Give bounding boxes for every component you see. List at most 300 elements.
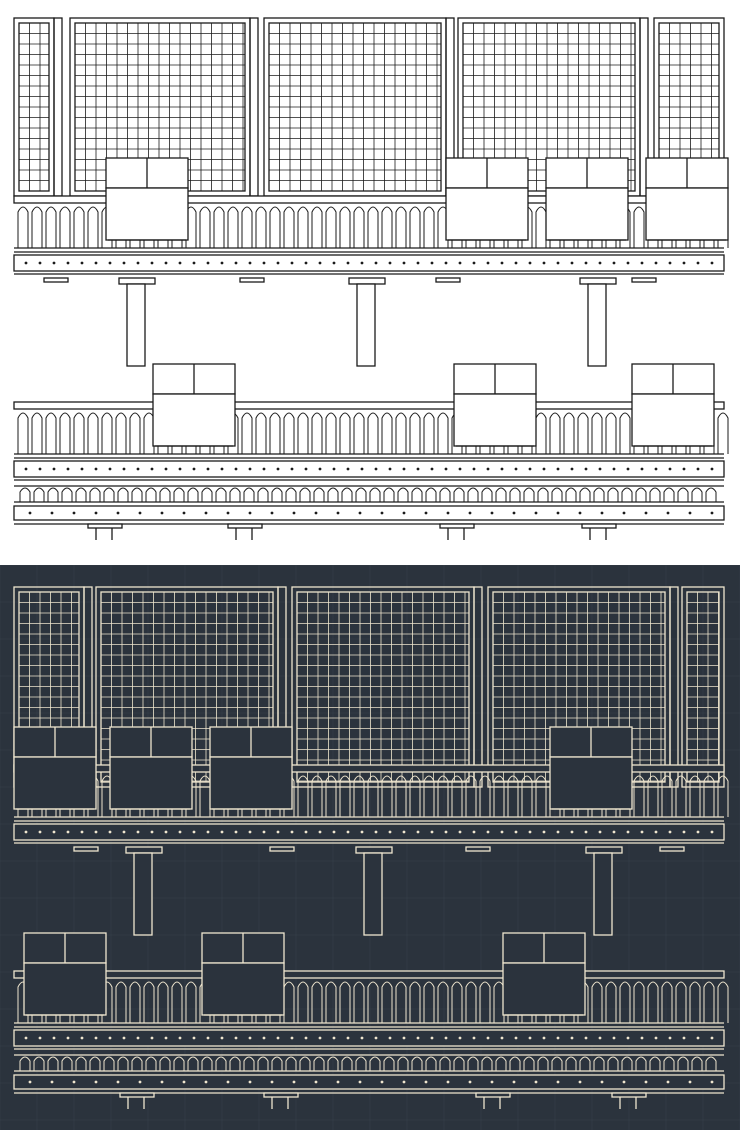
conveyor-box bbox=[106, 158, 188, 240]
rivet bbox=[95, 831, 98, 834]
rivet bbox=[67, 1037, 70, 1040]
rivet bbox=[25, 831, 28, 834]
rivet bbox=[487, 262, 490, 265]
rivet bbox=[473, 468, 476, 471]
rivet bbox=[95, 262, 98, 265]
rivet bbox=[109, 831, 112, 834]
rivet bbox=[683, 262, 686, 265]
lower-beam bbox=[14, 506, 724, 520]
rivet bbox=[417, 468, 420, 471]
conveyor-box bbox=[646, 158, 728, 240]
rivet bbox=[403, 512, 406, 515]
rivet bbox=[291, 262, 294, 265]
rivet bbox=[543, 262, 546, 265]
leg-post bbox=[364, 853, 382, 935]
rivet bbox=[585, 1037, 588, 1040]
rivet bbox=[669, 262, 672, 265]
rivet bbox=[179, 262, 182, 265]
rivet bbox=[347, 262, 350, 265]
rivet bbox=[515, 831, 518, 834]
conveyor-box bbox=[454, 364, 536, 446]
rivet bbox=[403, 1037, 406, 1040]
bracket bbox=[74, 847, 98, 851]
rivet bbox=[513, 512, 516, 515]
bracket bbox=[466, 847, 490, 851]
rivet bbox=[491, 512, 494, 515]
rivet bbox=[235, 468, 238, 471]
rivet bbox=[557, 468, 560, 471]
rivet bbox=[39, 831, 42, 834]
rivet bbox=[347, 1037, 350, 1040]
rivet bbox=[515, 262, 518, 265]
rivet bbox=[601, 512, 604, 515]
rivet bbox=[117, 512, 120, 515]
rivet bbox=[337, 1081, 340, 1084]
leg-cap bbox=[580, 278, 616, 284]
dark-conveyor-drawing bbox=[0, 565, 740, 1130]
rivet bbox=[165, 831, 168, 834]
rivet bbox=[179, 831, 182, 834]
rivet bbox=[305, 831, 308, 834]
rivet bbox=[667, 1081, 670, 1084]
rivet bbox=[95, 468, 98, 471]
rivet bbox=[487, 831, 490, 834]
rivet bbox=[445, 262, 448, 265]
rivet bbox=[51, 1081, 54, 1084]
conveyor-box bbox=[210, 727, 292, 809]
rivet bbox=[697, 1037, 700, 1040]
rivet bbox=[469, 1081, 472, 1084]
rivet bbox=[585, 831, 588, 834]
rivet bbox=[73, 512, 76, 515]
rivet bbox=[319, 468, 322, 471]
leg-cap bbox=[126, 847, 162, 853]
rivet bbox=[277, 262, 280, 265]
rivet bbox=[711, 1037, 714, 1040]
conveyor-box bbox=[202, 933, 284, 1015]
rivet bbox=[165, 262, 168, 265]
rivet bbox=[151, 831, 154, 834]
rivet bbox=[319, 1037, 322, 1040]
rivet bbox=[535, 1081, 538, 1084]
leg-cap bbox=[119, 278, 155, 284]
rivet bbox=[417, 1037, 420, 1040]
conveyor-box bbox=[24, 933, 106, 1015]
rivet bbox=[645, 1081, 648, 1084]
conveyor-box bbox=[153, 364, 235, 446]
rivet bbox=[293, 512, 296, 515]
rivet bbox=[557, 1081, 560, 1084]
rivet bbox=[193, 1037, 196, 1040]
rivet bbox=[459, 468, 462, 471]
rivet bbox=[151, 1037, 154, 1040]
rivet bbox=[183, 512, 186, 515]
rivet bbox=[81, 468, 84, 471]
rivet bbox=[375, 1037, 378, 1040]
box-body bbox=[106, 188, 188, 240]
rivet bbox=[207, 262, 210, 265]
rivet bbox=[51, 512, 54, 515]
rivet bbox=[655, 262, 658, 265]
light-conveyor-drawing bbox=[0, 0, 740, 560]
rivet bbox=[487, 468, 490, 471]
rivet bbox=[623, 1081, 626, 1084]
rivet bbox=[543, 1037, 546, 1040]
rivet bbox=[165, 1037, 168, 1040]
side-beam bbox=[14, 461, 724, 477]
conveyor-box bbox=[446, 158, 528, 240]
rivet bbox=[207, 831, 210, 834]
rivet bbox=[375, 262, 378, 265]
rivet bbox=[655, 468, 658, 471]
rivet bbox=[81, 1037, 84, 1040]
bracket bbox=[270, 847, 294, 851]
rivet bbox=[689, 512, 692, 515]
rivet bbox=[277, 1037, 280, 1040]
foot-plate bbox=[440, 524, 474, 528]
rivet bbox=[67, 468, 70, 471]
bracket bbox=[44, 278, 68, 282]
rivet bbox=[579, 512, 582, 515]
rivet bbox=[697, 262, 700, 265]
rivet bbox=[641, 1037, 644, 1040]
rivet bbox=[513, 1081, 516, 1084]
rivet bbox=[529, 1037, 532, 1040]
box-body bbox=[632, 394, 714, 446]
rivet bbox=[207, 1037, 210, 1040]
rivet bbox=[403, 262, 406, 265]
rivet bbox=[117, 1081, 120, 1084]
box-body bbox=[14, 757, 96, 809]
rivet bbox=[183, 1081, 186, 1084]
rivet bbox=[205, 1081, 208, 1084]
rivet bbox=[683, 468, 686, 471]
rivet bbox=[529, 831, 532, 834]
foot-plate bbox=[476, 1093, 510, 1097]
rivet bbox=[221, 1037, 224, 1040]
rivet bbox=[29, 512, 32, 515]
conveyor-box bbox=[546, 158, 628, 240]
rivet bbox=[221, 831, 224, 834]
rivet bbox=[151, 262, 154, 265]
rivet bbox=[53, 468, 56, 471]
rivet bbox=[25, 262, 28, 265]
rivet bbox=[585, 262, 588, 265]
rivet bbox=[305, 468, 308, 471]
rivet bbox=[25, 468, 28, 471]
rivet bbox=[403, 1081, 406, 1084]
rivet bbox=[271, 1081, 274, 1084]
rivet bbox=[627, 262, 630, 265]
rivet bbox=[599, 831, 602, 834]
rivet bbox=[529, 262, 532, 265]
rivet bbox=[711, 468, 714, 471]
rivet bbox=[123, 1037, 126, 1040]
rivet bbox=[623, 512, 626, 515]
rivet bbox=[669, 1037, 672, 1040]
rivet bbox=[445, 831, 448, 834]
rivet bbox=[205, 512, 208, 515]
rivet bbox=[95, 512, 98, 515]
box-body bbox=[110, 757, 192, 809]
rivet bbox=[207, 468, 210, 471]
leg-post bbox=[357, 284, 375, 366]
rivet bbox=[447, 512, 450, 515]
conveyor-box bbox=[503, 933, 585, 1015]
rivet bbox=[53, 262, 56, 265]
rivet bbox=[67, 831, 70, 834]
rivet bbox=[151, 468, 154, 471]
rivet bbox=[543, 468, 546, 471]
rivet bbox=[161, 1081, 164, 1084]
rivet bbox=[697, 468, 700, 471]
rivet bbox=[571, 831, 574, 834]
rivet bbox=[431, 262, 434, 265]
rivet bbox=[249, 1037, 252, 1040]
box-body bbox=[454, 394, 536, 446]
box-body bbox=[550, 757, 632, 809]
rivet bbox=[613, 831, 616, 834]
rivet bbox=[389, 831, 392, 834]
rivet bbox=[425, 512, 428, 515]
rivet bbox=[39, 262, 42, 265]
leg-cap bbox=[356, 847, 392, 853]
rivet bbox=[39, 468, 42, 471]
rivet bbox=[601, 1081, 604, 1084]
rivet bbox=[319, 831, 322, 834]
rivet bbox=[305, 1037, 308, 1040]
rivet bbox=[697, 831, 700, 834]
rivet bbox=[669, 831, 672, 834]
rivet bbox=[39, 1037, 42, 1040]
rivet bbox=[291, 831, 294, 834]
rivet bbox=[137, 262, 140, 265]
rivet bbox=[249, 512, 252, 515]
rivet bbox=[29, 1081, 32, 1084]
rivet bbox=[683, 831, 686, 834]
box-body bbox=[24, 963, 106, 1015]
box-body bbox=[646, 188, 728, 240]
rivet bbox=[543, 831, 546, 834]
conveyor-box bbox=[632, 364, 714, 446]
rivet bbox=[179, 1037, 182, 1040]
rivet bbox=[271, 512, 274, 515]
foot-plate bbox=[264, 1093, 298, 1097]
rivet bbox=[667, 512, 670, 515]
rivet bbox=[359, 1081, 362, 1084]
rivet bbox=[81, 262, 84, 265]
rivet bbox=[347, 831, 350, 834]
rivet bbox=[501, 262, 504, 265]
leg-post bbox=[134, 853, 152, 935]
rivet bbox=[53, 831, 56, 834]
rivet bbox=[641, 262, 644, 265]
leg-cap bbox=[349, 278, 385, 284]
rivet bbox=[109, 1037, 112, 1040]
rivet bbox=[557, 1037, 560, 1040]
rivet bbox=[319, 262, 322, 265]
rivet bbox=[359, 512, 362, 515]
rivet bbox=[571, 1037, 574, 1040]
rivet bbox=[263, 262, 266, 265]
rivet bbox=[139, 512, 142, 515]
rivet bbox=[641, 831, 644, 834]
rivet bbox=[417, 831, 420, 834]
bracket bbox=[632, 278, 656, 282]
rivet bbox=[627, 831, 630, 834]
box-body bbox=[503, 963, 585, 1015]
foot-plate bbox=[120, 1093, 154, 1097]
rivet bbox=[579, 1081, 582, 1084]
box-body bbox=[210, 757, 292, 809]
rivet bbox=[361, 468, 364, 471]
conveyor-box bbox=[110, 727, 192, 809]
rivet bbox=[571, 262, 574, 265]
leg-post bbox=[594, 853, 612, 935]
rivet bbox=[459, 262, 462, 265]
rivet bbox=[361, 262, 364, 265]
rivet bbox=[337, 512, 340, 515]
rivet bbox=[403, 468, 406, 471]
rivet bbox=[193, 831, 196, 834]
rivet bbox=[473, 831, 476, 834]
box-body bbox=[546, 188, 628, 240]
rivet bbox=[227, 512, 230, 515]
rivet bbox=[235, 831, 238, 834]
conveyor-box bbox=[14, 727, 96, 809]
rivet bbox=[249, 831, 252, 834]
rivet bbox=[535, 512, 538, 515]
rivet bbox=[613, 468, 616, 471]
rivet bbox=[529, 468, 532, 471]
rivet bbox=[361, 831, 364, 834]
box-body bbox=[153, 394, 235, 446]
foot-plate bbox=[582, 524, 616, 528]
foot-plate bbox=[88, 524, 122, 528]
rivet bbox=[235, 262, 238, 265]
rivet bbox=[249, 1081, 252, 1084]
rivet bbox=[557, 512, 560, 515]
rivet bbox=[375, 468, 378, 471]
rivet bbox=[333, 831, 336, 834]
rivet bbox=[81, 831, 84, 834]
rivet bbox=[95, 1081, 98, 1084]
leg-post bbox=[588, 284, 606, 366]
rivet bbox=[491, 1081, 494, 1084]
rivet bbox=[139, 1081, 142, 1084]
rivet bbox=[425, 1081, 428, 1084]
bracket bbox=[660, 847, 684, 851]
rivet bbox=[585, 468, 588, 471]
scene bbox=[0, 0, 740, 560]
rivet bbox=[291, 468, 294, 471]
rivet bbox=[571, 468, 574, 471]
rivet bbox=[333, 1037, 336, 1040]
rivet bbox=[459, 831, 462, 834]
side-beam bbox=[14, 255, 724, 271]
rivet bbox=[161, 512, 164, 515]
rivet bbox=[655, 1037, 658, 1040]
rivet bbox=[315, 512, 318, 515]
rivet bbox=[557, 831, 560, 834]
rivet bbox=[711, 262, 714, 265]
rivet bbox=[501, 831, 504, 834]
rivet bbox=[123, 262, 126, 265]
rivet bbox=[291, 1037, 294, 1040]
rivet bbox=[645, 512, 648, 515]
rivet bbox=[249, 468, 252, 471]
rivet bbox=[473, 262, 476, 265]
rivet bbox=[137, 468, 140, 471]
rivet bbox=[613, 262, 616, 265]
rivet bbox=[641, 468, 644, 471]
rivet bbox=[123, 468, 126, 471]
rivet bbox=[137, 831, 140, 834]
rivet bbox=[381, 512, 384, 515]
rivet bbox=[599, 262, 602, 265]
scene bbox=[0, 565, 740, 1130]
rivet bbox=[403, 831, 406, 834]
rivet bbox=[221, 468, 224, 471]
lower-beam bbox=[14, 1075, 724, 1089]
rivet bbox=[123, 831, 126, 834]
rivet bbox=[711, 1081, 714, 1084]
rivet bbox=[599, 1037, 602, 1040]
rivet bbox=[445, 468, 448, 471]
rivet bbox=[389, 468, 392, 471]
rivet bbox=[263, 1037, 266, 1040]
rivet bbox=[683, 1037, 686, 1040]
rivet bbox=[627, 1037, 630, 1040]
rivet bbox=[459, 1037, 462, 1040]
rivet bbox=[711, 512, 714, 515]
rivet bbox=[221, 262, 224, 265]
rivet bbox=[53, 1037, 56, 1040]
rivet bbox=[347, 468, 350, 471]
rivet bbox=[431, 468, 434, 471]
rivet bbox=[417, 262, 420, 265]
box-body bbox=[202, 963, 284, 1015]
rivet bbox=[235, 1037, 238, 1040]
side-beam bbox=[14, 1030, 724, 1046]
rivet bbox=[515, 1037, 518, 1040]
rivet bbox=[25, 1037, 28, 1040]
rivet bbox=[389, 1037, 392, 1040]
rivet bbox=[599, 468, 602, 471]
rivet bbox=[333, 262, 336, 265]
rivet bbox=[263, 831, 266, 834]
rivet bbox=[501, 1037, 504, 1040]
rivet bbox=[447, 1081, 450, 1084]
rivet bbox=[487, 1037, 490, 1040]
rivet bbox=[431, 1037, 434, 1040]
conveyor-top-rail bbox=[14, 402, 724, 409]
bracket bbox=[436, 278, 460, 282]
rivet bbox=[67, 262, 70, 265]
rivet bbox=[711, 831, 714, 834]
rivet bbox=[389, 262, 392, 265]
foot-plate bbox=[612, 1093, 646, 1097]
rivet bbox=[655, 831, 658, 834]
rivet bbox=[361, 1037, 364, 1040]
conveyor-top-rail bbox=[14, 971, 724, 978]
rivet bbox=[305, 262, 308, 265]
rivet bbox=[375, 831, 378, 834]
rivet bbox=[293, 1081, 296, 1084]
rivet bbox=[501, 468, 504, 471]
rivet bbox=[333, 468, 336, 471]
rivet bbox=[515, 468, 518, 471]
